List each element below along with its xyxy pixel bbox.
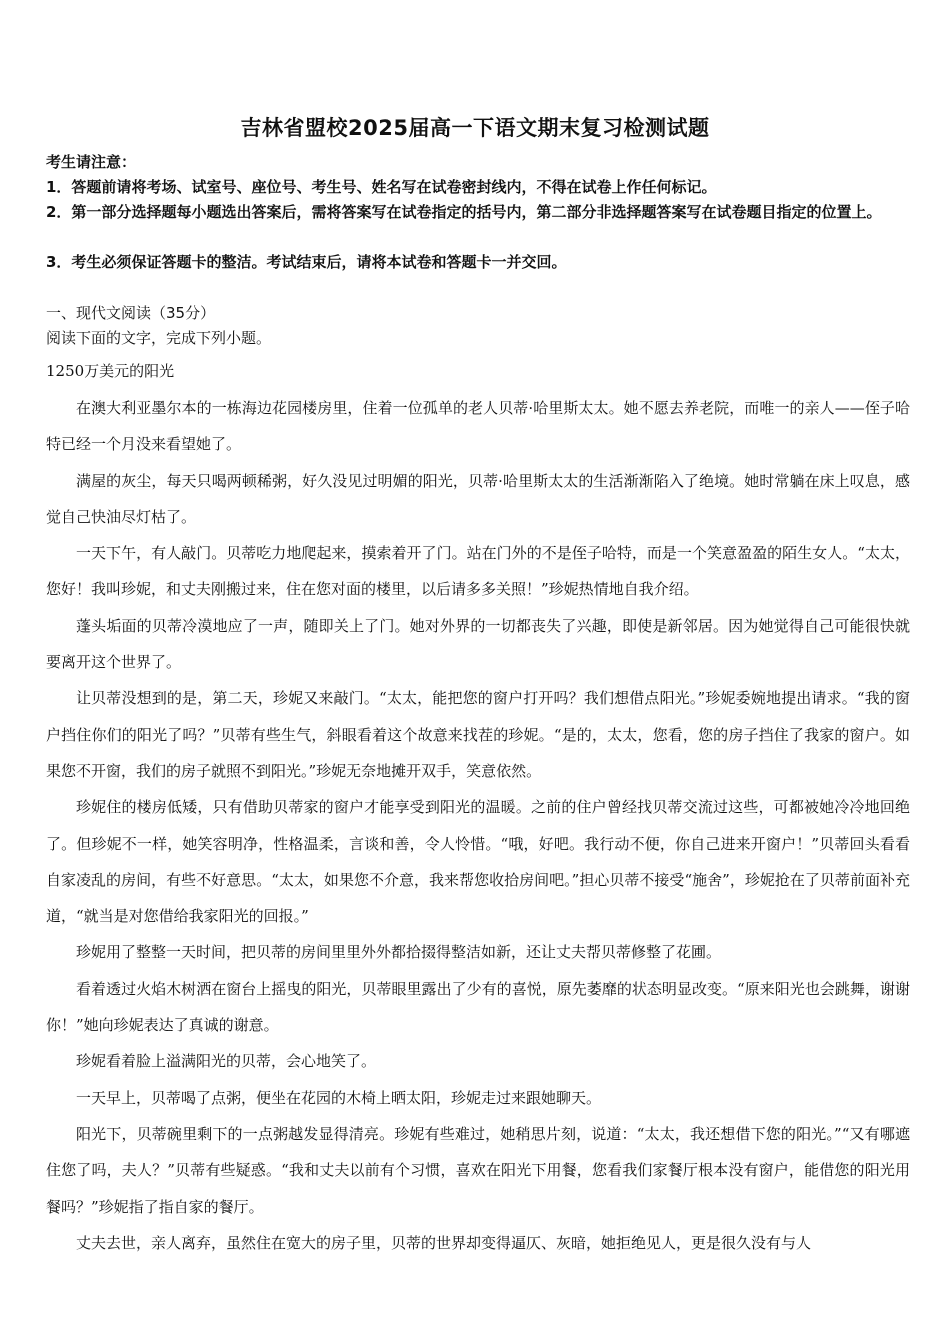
paragraph: 阳光下，贝蒂碗里剩下的一点粥越发显得清亮。珍妮有些难过，她稍思片刻，说道：“太太，我还想借下您的阳光。”“又有哪遮住您了吗，夫人？”贝蒂有些疑惑。“我和丈夫以前有个习惯，喜欢在阳光下用餐，您看我们家餐厅根本没有窗户，能借您的阳光用餐吗？”珍妮指了指自家的餐厅。 bbox=[46, 1124, 910, 1216]
notice-item-2: 2．第一部分选择题每小题选出答案后，需将答案写在试卷指定的括号内，第二部分非选择题答案写在试卷题目指定的位置上。 bbox=[46, 203, 882, 221]
article-body bbox=[46, 390, 910, 1261]
paragraph: 珍妮用了整整一天时间，把贝蒂的房间里里外外都拾掇得整洁如新，还让丈夫帮贝蒂修整了花圃。 bbox=[76, 943, 722, 962]
paragraph: 丈夫去世，亲人离弃，虽然住在宽大的房子里，贝蒂的世界却变得逼仄、灰暗，她拒绝见人，更是很久没有与人 bbox=[76, 1233, 812, 1252]
reading-instruction: 阅读下面的文字，完成下列小题。 bbox=[46, 329, 272, 347]
notice-heading: 考生请注意： bbox=[46, 153, 137, 171]
paragraph: 蓬头垢面的贝蒂冷漠地应了一声，随即关上了门。她对外界的一切都丧失了兴趣，即使是新邻居。因为她觉得自己可能很快就要离开这个世界了。 bbox=[46, 616, 910, 672]
section-heading: 一、现代文阅读（35分） bbox=[46, 304, 216, 322]
exam-title: 吉林省盟校2025届高一下语文期末复习检测试题 bbox=[240, 116, 710, 140]
paragraph: 一天下午，有人敲门。贝蒂吃力地爬起来，摸索着开了门。站在门外的不是侄子哈特，而是一个笑意盈盈的陌生女人。“太太，您好！我叫珍妮，和丈夫刚搬过来，住在您对面的楼里，以后请多多关照！”珍妮热情地自我介绍。 bbox=[46, 544, 910, 599]
paragraph: 珍妮看着脸上溢满阳光的贝蒂，会心地笑了。 bbox=[76, 1052, 377, 1071]
paragraph: 在澳大利亚墨尔本的一栋海边花园楼房里，住着一位孤单的老人贝蒂·哈里斯太太。她不愿去养老院，而唯一的亲人——侄子哈特已经一个月没来看望她了。 bbox=[46, 399, 910, 454]
notice-item-3: 3．考生必须保证答题卡的整洁。考试结束后，请将本试卷和答题卡一并交回。 bbox=[46, 253, 567, 271]
article-title: 1250万美元的阳光 bbox=[46, 362, 175, 380]
paragraph: 珍妮住的楼房低矮，只有借助贝蒂家的窗户才能享受到阳光的温暖。之前的住户曾经找贝蒂交流过这些，可都被她冷冷地回绝了。但珍妮不一样，她笑容明净，性格温柔，言谈和善，令人怜惜。“哦，好吧。我行动不便，你自己进来开窗户！”贝蒂回头看看自家凌乱的房间，有些不好意思。“太太，如果您不介意，我来帮您收拾房间吧。”担心贝蒂不接受“施舍”，珍妮抢在了贝蒂前面补充道，“就当是对您借给我家阳光的回报。” bbox=[46, 798, 910, 926]
paragraph: 看着透过火焰木树洒在窗台上摇曳的阳光，贝蒂眼里露出了少有的喜悦，原先萎靡的状态明显改变。“原来阳光也会跳舞，谢谢你！”她向珍妮表达了真诚的谢意。 bbox=[46, 979, 910, 1035]
paragraph: 让贝蒂没想到的是，第二天，珍妮又来敲门。“太太，能把您的窗户打开吗？我们想借点阳光。”珍妮委婉地提出请求。“我的窗户挡住你们的阳光了吗？”贝蒂有些生气，斜眼看着这个故意来找茬的珍妮。“是的，太太，您看，您的房子挡住了我家的窗户。如果您不开窗，我们的房子就照不到阳光。”珍妮无奈地摊开双手，笑意依然。 bbox=[46, 689, 910, 780]
paragraph: 满屋的灰尘，每天只喝两顿稀粥，好久没见过明媚的阳光，贝蒂·哈里斯太太的生活渐渐陷入了绝境。她时常躺在床上叹息，感觉自己快油尽灯枯了。 bbox=[46, 471, 910, 526]
paragraph: 一天早上，贝蒂喝了点粥，便坐在花园的木椅上晒太阳，珍妮走过来跟她聊天。 bbox=[76, 1088, 602, 1107]
notice-item-1: 1．答题前请将考场、试室号、座位号、考生号、姓名写在试卷密封线内，不得在试卷上作任何标记。 bbox=[46, 178, 717, 196]
